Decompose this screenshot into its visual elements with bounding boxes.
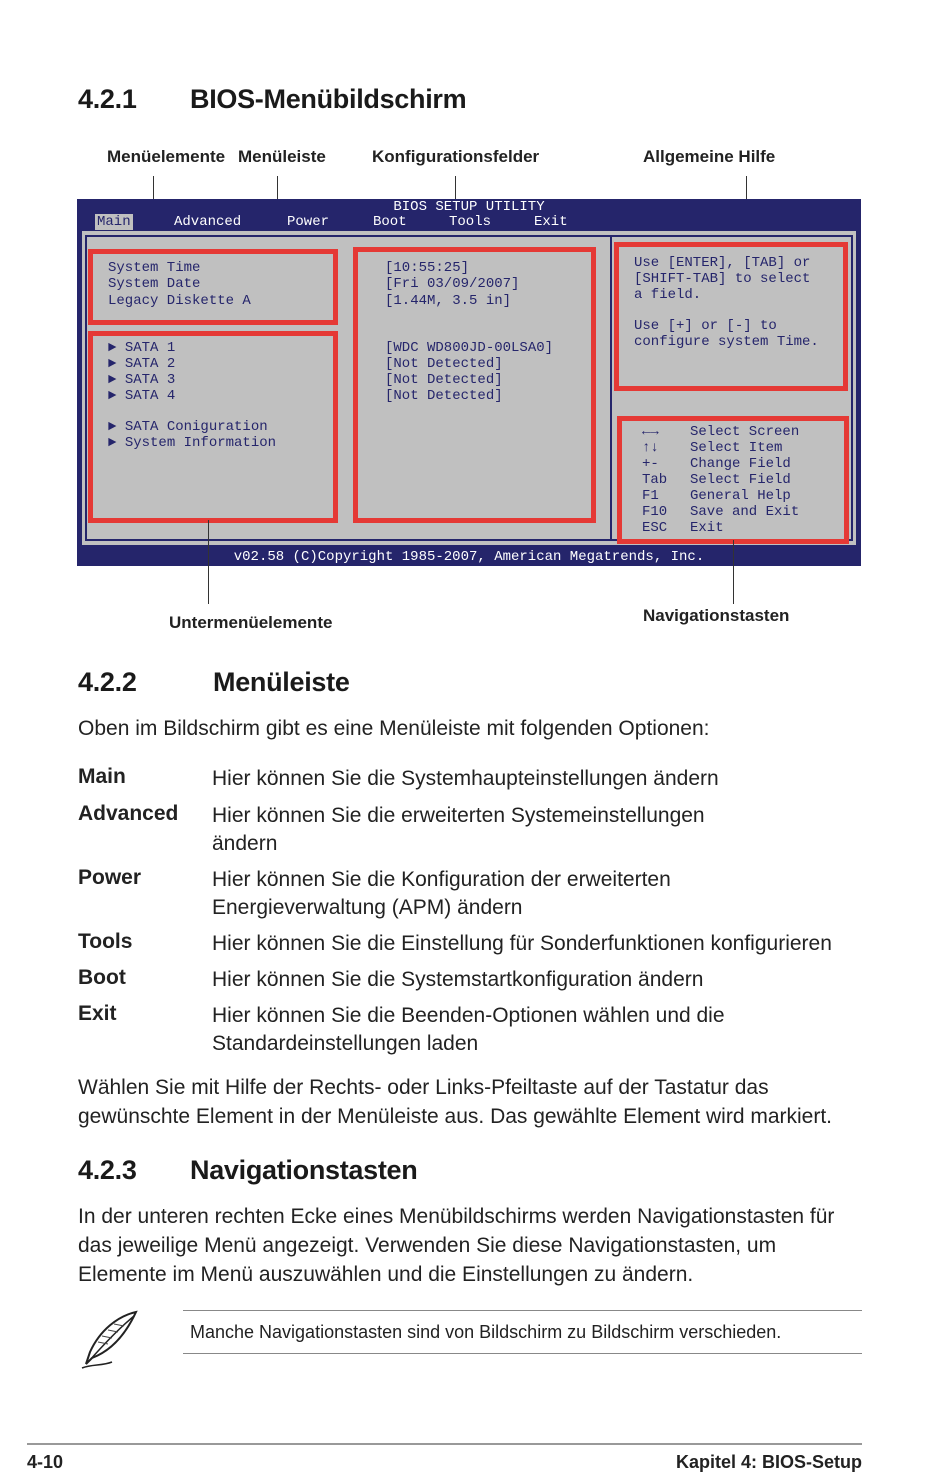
page-footer-rule xyxy=(27,1443,862,1445)
nav-key: +- xyxy=(642,456,659,472)
bios-menu-exit[interactable]: Exit xyxy=(534,214,568,230)
section-title: Navigationstasten xyxy=(190,1155,418,1185)
bios-submenu-system-info[interactable]: ► System Information xyxy=(108,435,277,451)
bios-menu-tools[interactable]: Tools xyxy=(449,214,492,230)
submenu-label: SATA 3 xyxy=(124,372,176,388)
nav-key: F1 xyxy=(642,488,659,504)
section-number: 4.2.3 xyxy=(78,1155,137,1185)
bios-submenu-sata2[interactable]: ► SATA 2 xyxy=(108,356,176,372)
nav-key: Tab xyxy=(642,472,668,488)
feather-pen-icon xyxy=(78,1308,142,1372)
section-number: 4.2.1 xyxy=(78,84,137,114)
nav-key-action: General Help xyxy=(690,488,791,504)
bios-help-line: configure system Time. xyxy=(634,334,819,350)
section-title: Menüleiste xyxy=(213,667,350,697)
submenu-label: SATA Coniguration xyxy=(124,419,268,435)
note-bottom-rule xyxy=(183,1353,862,1354)
definition-desc: Hier können Sie die Einstellung für Sonderfunktionen konfigurieren xyxy=(212,932,832,955)
callout-line-nav-keys xyxy=(733,540,734,604)
definition-term: Boot xyxy=(78,966,126,989)
definition-desc: Hier können Sie die Beenden-Optionen wählen und die Standardeinstellungen laden xyxy=(212,1004,725,1055)
bios-item-legacy-diskette[interactable]: Legacy Diskette A xyxy=(108,293,251,309)
nav-key-row xyxy=(642,424,659,440)
note-top-rule xyxy=(183,1310,862,1311)
definition-desc: Hier können Sie die Systemhaupteinstellungen ändern xyxy=(212,767,719,790)
section-heading-4-2-1 xyxy=(78,84,467,115)
section-title: BIOS-Menübildschirm xyxy=(190,84,467,114)
callout-menu-bar: Menüleiste xyxy=(238,147,326,166)
nav-key-row xyxy=(642,440,659,456)
bios-copyright: v02.58 (C)Copyright 1985-2007, American Megatrends, Inc. xyxy=(233,549,705,565)
callout-general-help: Allgemeine Hilfe xyxy=(643,147,776,166)
bios-submenu-sata1[interactable]: ► SATA 1 xyxy=(108,340,176,356)
bios-value-sata2: [Not Detected] xyxy=(385,356,503,372)
nav-key-action: Change Field xyxy=(690,456,791,472)
bios-value-sata3: [Not Detected] xyxy=(385,372,503,388)
submenu-label: SATA 1 xyxy=(124,340,176,356)
bios-value-date[interactable]: [Fri 03/09/2007] xyxy=(385,276,520,292)
bios-help-line: Use [+] or [-] to xyxy=(634,318,777,334)
bios-main-panel xyxy=(82,231,856,545)
bios-item-system-date[interactable]: System Date xyxy=(108,276,201,292)
bios-menu-power[interactable]: Power xyxy=(287,214,330,230)
bios-menu-main[interactable]: Main xyxy=(97,214,131,230)
bios-screen xyxy=(77,199,861,566)
up-down-arrows-icon: ↑↓ xyxy=(642,440,659,456)
section-heading-4-2-3 xyxy=(78,1155,418,1186)
bios-submenu-sata4[interactable]: ► SATA 4 xyxy=(108,388,176,404)
bios-title: BIOS SETUP UTILITY xyxy=(393,199,545,215)
callout-nav-keys: Navigationstasten xyxy=(643,606,790,625)
bios-menu-advanced[interactable]: Advanced xyxy=(174,214,242,230)
bios-value-sata4: [Not Detected] xyxy=(385,388,503,404)
bios-menu-boot[interactable]: Boot xyxy=(373,214,407,230)
bios-item-system-time[interactable]: System Time xyxy=(108,260,201,276)
definition-term: Main xyxy=(78,765,126,788)
submenu-label: SATA 2 xyxy=(124,356,176,372)
bios-value-sata1: [WDC WD800JD-00LSA0] xyxy=(385,340,554,356)
bios-help-line: Use [ENTER], [TAB] or xyxy=(634,255,811,271)
callout-submenu-items: Untermenüelemente xyxy=(169,613,333,632)
bios-panel-divider xyxy=(610,235,612,541)
section-body: In der unteren rechten Ecke eines Menübildschirms werden Navigationstasten für das jeweilige Menü angezeigt. Verwenden Sie diese Navigationstasten, um Elemente im Menü auszuwählen und die Einstellungen zu ändern. xyxy=(78,1205,835,1286)
note-text: Manche Navigationstasten sind von Bildschirm zu Bildschirm verschieden. xyxy=(190,1322,782,1342)
nav-key-action: Save and Exit xyxy=(690,504,800,520)
definition-desc: Hier können Sie die erweiterten Systemeinstellungen ändern xyxy=(212,804,705,855)
callout-line-submenu-items xyxy=(208,520,209,604)
nav-key-action: Select Field xyxy=(690,472,791,488)
bios-help-line: [SHIFT-TAB] to select xyxy=(634,271,811,287)
submenu-label: SATA 4 xyxy=(124,388,176,404)
page-number: 4-10 xyxy=(27,1452,64,1472)
definition-desc: Hier können Sie die Konfiguration der erweiterten Energieverwaltung (APM) ändern xyxy=(212,868,671,919)
section-outro: Wählen Sie mit Hilfe der Rechts- oder Links-Pfeiltaste auf der Tastatur das gewünschte Element in der Menüleiste aus. Das gewählte Element wird markiert. xyxy=(78,1076,833,1128)
definition-desc: Hier können Sie die Systemstartkonfiguration ändern xyxy=(212,968,704,991)
bios-help-line: a field. xyxy=(634,287,702,303)
bios-submenu-sata-config[interactable]: ► SATA Coniguration xyxy=(108,419,268,435)
nav-key-action: Select Item xyxy=(690,440,783,456)
definition-term: Exit xyxy=(78,1002,117,1025)
bios-value-time[interactable]: [10:55:25] xyxy=(385,260,470,276)
submenu-label: System Information xyxy=(124,435,277,451)
section-heading-4-2-2 xyxy=(78,667,350,698)
nav-key: ESC xyxy=(642,520,668,536)
definition-term: Advanced xyxy=(78,802,179,825)
nav-key-action: Exit xyxy=(690,520,724,536)
nav-key-action: Select Screen xyxy=(690,424,800,440)
chapter-title: Kapitel 4: BIOS-Setup xyxy=(675,1452,862,1472)
section-intro: Oben im Bildschirm gibt es eine Menüleiste mit folgenden Optionen: xyxy=(78,717,710,740)
left-right-arrows-icon: ←→ xyxy=(642,424,659,440)
section-number: 4.2.2 xyxy=(78,667,137,697)
callout-menu-items: Menüelemente xyxy=(107,147,226,166)
definition-term: Power xyxy=(78,866,142,889)
definition-term: Tools xyxy=(78,930,133,953)
nav-key: F10 xyxy=(642,504,668,520)
bios-value-diskette[interactable]: [1.44M, 3.5 in] xyxy=(385,293,512,309)
callout-config-fields: Konfigurationsfelder xyxy=(372,147,540,166)
bios-submenu-sata3[interactable]: ► SATA 3 xyxy=(108,372,176,388)
